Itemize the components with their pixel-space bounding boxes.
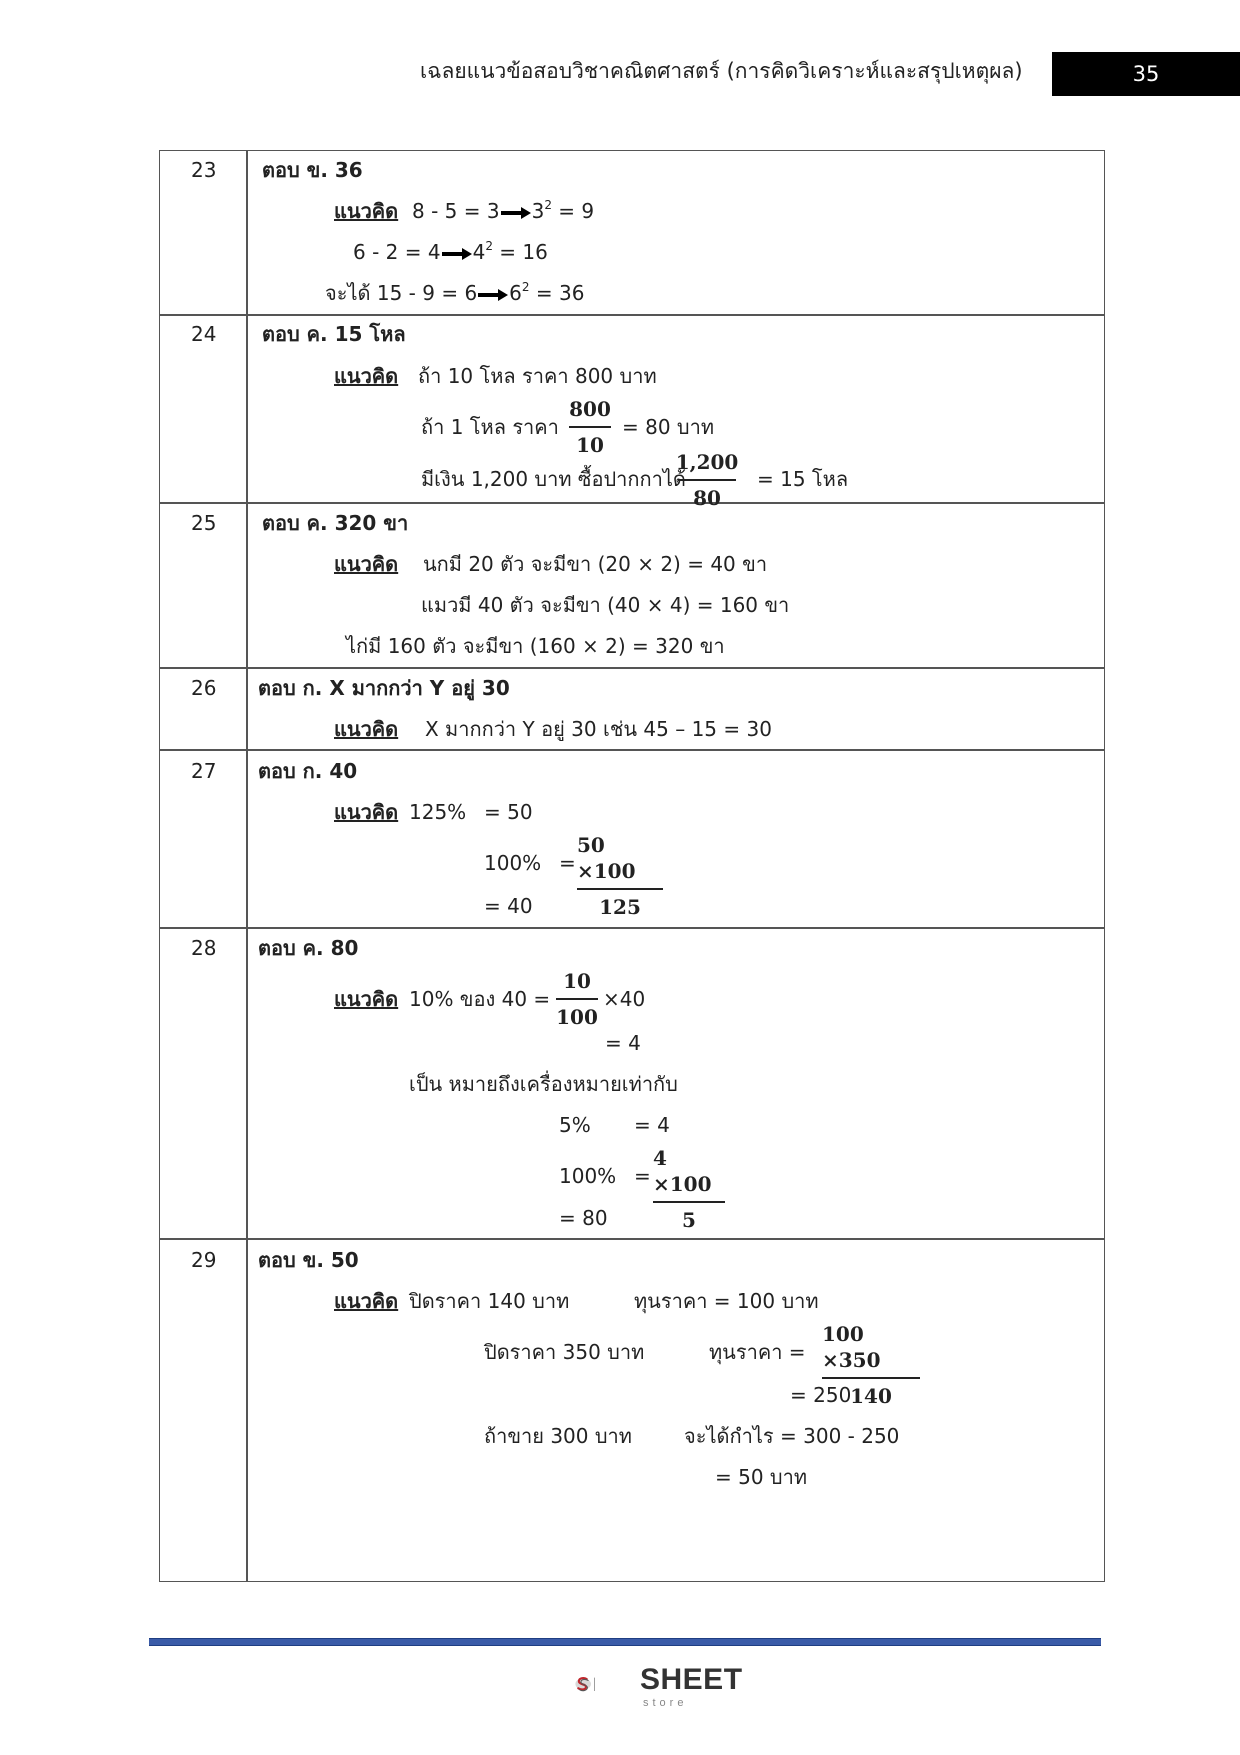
work-line: = 40 bbox=[484, 894, 533, 918]
concept-label: แนวคิด bbox=[334, 199, 399, 223]
logo-text: SHEET bbox=[640, 1663, 743, 1696]
work-line: X มากกว่า Y อยู่ 30 เช่น 45 – 15 = 30 bbox=[425, 717, 772, 741]
work-line: 10% ของ 40 = bbox=[409, 987, 551, 1011]
work-line: = 80 บาท bbox=[622, 415, 715, 439]
logo-subtext: store bbox=[643, 1697, 688, 1709]
table-column-divider bbox=[246, 150, 248, 1582]
row-divider bbox=[159, 749, 1105, 751]
row-divider bbox=[159, 502, 1105, 504]
fraction: 10 100 bbox=[556, 969, 598, 1029]
work-line: = 50 บาท bbox=[715, 1465, 808, 1489]
sheet-store-logo-icon bbox=[574, 1656, 634, 1712]
fraction: 100 ×350 140 bbox=[822, 1321, 920, 1409]
work-line: 125% bbox=[409, 800, 467, 824]
row-divider bbox=[159, 1238, 1105, 1240]
answer-text: ตอบ ค. 15 โหล bbox=[262, 322, 406, 346]
work-line: ทุนราคา = bbox=[709, 1340, 806, 1364]
work-line: 5% bbox=[559, 1113, 591, 1137]
concept-label: แนวคิด bbox=[334, 800, 399, 824]
work-line: = 15 โหล bbox=[757, 467, 849, 491]
answer-text: ตอบ ค. 320 ขา bbox=[262, 511, 409, 535]
row-divider bbox=[159, 667, 1105, 669]
footer-rule bbox=[149, 1638, 1101, 1646]
work-line: จะได้กำไร = 300 - 250 bbox=[684, 1424, 900, 1448]
fraction: 50 ×100 125 bbox=[577, 832, 663, 920]
row-divider bbox=[159, 314, 1105, 316]
concept-label: แนวคิด bbox=[334, 987, 399, 1011]
concept-label: แนวคิด bbox=[334, 717, 399, 741]
question-number: 25 bbox=[191, 511, 217, 535]
work-line: = 4 bbox=[634, 1113, 670, 1137]
question-number: 27 bbox=[191, 759, 217, 783]
work-line: 100% bbox=[484, 851, 542, 875]
question-number: 29 bbox=[191, 1248, 217, 1272]
fraction: 4 ×100 5 bbox=[653, 1145, 725, 1233]
work-line: จะได้ 15 - 9 = 6 $6^2 = 36$ bbox=[325, 280, 585, 305]
work-line: ถ้าขาย 300 บาท bbox=[484, 1424, 632, 1448]
work-line: 100% bbox=[559, 1164, 617, 1188]
work-line: = 250 bbox=[790, 1383, 852, 1407]
answer-text: ตอบ ข. 50 bbox=[258, 1248, 359, 1272]
work-line: มีเงิน 1,200 บาท ซื้อปากกาได้ bbox=[421, 467, 686, 491]
page-number: 35 bbox=[1052, 52, 1240, 96]
arrow-right-icon bbox=[442, 247, 472, 261]
fraction: 800 10 bbox=[569, 397, 611, 457]
answer-text: ตอบ ข. 36 bbox=[262, 158, 363, 182]
concept-label: แนวคิด bbox=[334, 1289, 399, 1313]
row-divider bbox=[159, 927, 1105, 929]
question-number: 24 bbox=[191, 322, 217, 346]
answer-text: ตอบ ค. 80 bbox=[258, 936, 359, 960]
work-line: = 50 bbox=[484, 800, 533, 824]
work-line: ทุนราคา = 100 บาท bbox=[634, 1289, 819, 1313]
fraction: 1,200 80 bbox=[675, 450, 739, 510]
concept-label: แนวคิด bbox=[334, 552, 399, 576]
question-number: 23 bbox=[191, 158, 217, 182]
arrow-right-icon bbox=[501, 206, 531, 220]
work-line: ปิดราคา 140 บาท bbox=[409, 1289, 570, 1313]
work-line: 8 - 5 = 3 $3^2 = 9$ bbox=[412, 198, 595, 223]
answer-text: ตอบ ก. 40 bbox=[258, 759, 358, 783]
work-line: = 80 bbox=[559, 1206, 608, 1230]
work-line: = bbox=[634, 1164, 651, 1188]
work-line: = 4 bbox=[605, 1031, 641, 1055]
work-line: ×40 bbox=[603, 987, 646, 1011]
work-line: แมวมี 40 ตัว จะมีขา (40 × 4) = 160 ขา bbox=[421, 593, 790, 617]
concept-label: แนวคิด bbox=[334, 364, 399, 388]
page-header-title: เฉลยแนวข้อสอบวิชาคณิตศาสตร์ (การคิดวิเคราะห์และสรุปเหตุผล) bbox=[420, 59, 1023, 83]
work-line: ถ้า 1 โหล ราคา bbox=[421, 415, 559, 439]
work-line: ปิดราคา 350 บาท bbox=[484, 1340, 645, 1364]
answer-text: ตอบ ก. X มากกว่า Y อยู่ 30 bbox=[258, 676, 510, 700]
work-line: นกมี 20 ตัว จะมีขา (20 × 2) = 40 ขา bbox=[423, 552, 768, 576]
question-number: 28 bbox=[191, 936, 217, 960]
work-line: เป็น หมายถึงเครื่องหมายเท่ากับ bbox=[409, 1072, 678, 1096]
work-line: ไก่มี 160 ตัว จะมีขา (160 × 2) = 320 ขา bbox=[346, 634, 725, 658]
question-number: 26 bbox=[191, 676, 217, 700]
work-line: 6 - 2 = 4 $4^2 = 16$ bbox=[353, 239, 548, 264]
work-line: = bbox=[559, 851, 576, 875]
arrow-right-icon bbox=[478, 288, 508, 302]
work-line: ถ้า 10 โหล ราคา 800 บาท bbox=[418, 364, 657, 388]
